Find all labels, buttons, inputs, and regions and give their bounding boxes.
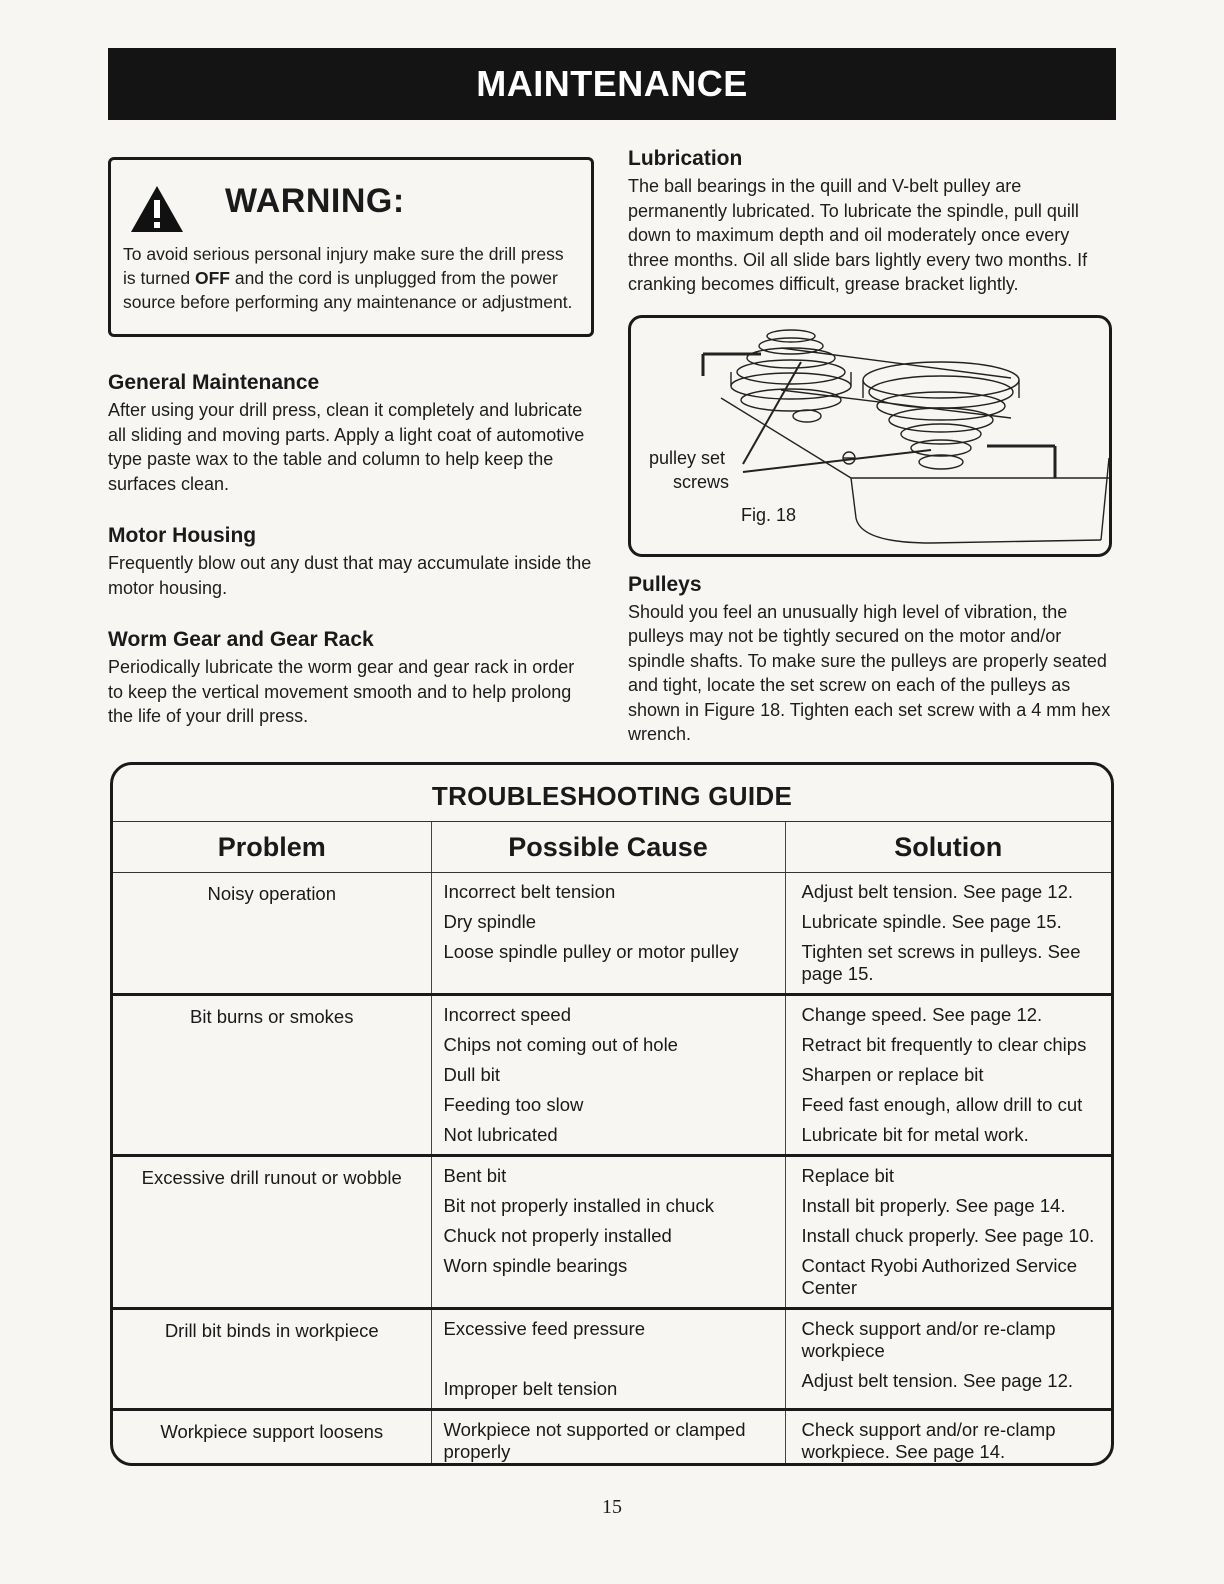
figure-label-line2: screws xyxy=(673,471,730,492)
section-body: Frequently blow out any dust that may accumulate inside the motor housing. xyxy=(108,553,592,598)
cause-cell: Incorrect belt tension Dry spindle Loose spindle pulley or motor pulley xyxy=(431,873,785,995)
problem-cell: Bit burns or smokes xyxy=(113,995,431,1156)
header-solution: Solution xyxy=(785,822,1111,873)
section-body: After using your drill press, clean it completely and lubricate all sliding and moving parts. Apply a light coat of automotive type paste wax to the table and column to help keep the surfaces clean. xyxy=(108,400,585,494)
motor-housing-section xyxy=(108,524,594,600)
troubleshooting-title: TROUBLESHOOTING GUIDE xyxy=(113,765,1111,822)
section-header: MAINTENANCE xyxy=(108,48,1116,120)
table-row xyxy=(113,1410,1111,1467)
solution-cell: Check support and/or re-clamp workpiece. See page 14. xyxy=(801,1419,1056,1462)
section-title: Pulleys xyxy=(628,572,702,596)
cause-cell: Incorrect speed Chips not coming out of hole Dull bit Feeding too slow Not lubricated xyxy=(431,995,785,1156)
right-column xyxy=(628,147,1114,747)
left-column xyxy=(108,157,594,757)
table-row xyxy=(113,1156,1111,1309)
header-problem: Problem xyxy=(113,822,431,873)
header-possible-cause: Possible Cause xyxy=(431,822,785,873)
section-title: Motor Housing xyxy=(108,524,257,547)
cause-cell: Workpiece not supported or clamped properly xyxy=(431,1410,785,1467)
general-maintenance-section xyxy=(108,371,594,496)
solution-cell: Change speed. See page 12. Retract bit frequently to clear chips Sharpen or replace bit Feed fast enough, allow drill to cut Lubricate bit for metal work. xyxy=(785,995,1111,1156)
warning-text: To avoid serious personal injury make sure the drill press is turned OFF and the cord is unplugged from the power source before performing any maintenance or adjustment. xyxy=(123,244,573,312)
table-header-row xyxy=(113,822,1111,873)
warning-triangle-icon xyxy=(129,184,185,234)
problem-cell: Drill bit binds in workpiece xyxy=(113,1309,431,1410)
cause-cell: Bent bit Bit not properly installed in chuck Chuck not properly installed Worn spindle bearings xyxy=(431,1156,785,1309)
table-row xyxy=(113,873,1111,995)
section-title: General Maintenance xyxy=(108,371,320,394)
problem-cell: Excessive drill runout or wobble xyxy=(113,1156,431,1309)
cause-cell: Excessive feed pressure Improper belt tension xyxy=(431,1309,785,1410)
problem-cell: Noisy operation xyxy=(113,873,431,995)
section-body: The ball bearings in the quill and V-belt pulley are permanently lubricated. To lubricate the spindle, pull quill down to maximum depth and oil moderately once every three months. Oil all slide bars lightly every two months. If cranking becomes difficult, grease bracket lightly. xyxy=(628,176,1088,294)
lubrication-section xyxy=(628,147,1114,297)
problem-cell: Workpiece support loosens xyxy=(113,1410,431,1467)
warning-box xyxy=(108,157,594,337)
section-title: Lubrication xyxy=(628,147,743,170)
table-row xyxy=(113,1309,1111,1410)
troubleshooting-table xyxy=(113,822,1111,1466)
page-number: 15 xyxy=(602,1496,622,1518)
pulleys-section xyxy=(628,573,1114,747)
solution-cell: Check support and/or re-clamp workpiece Adjust belt tension. See page 12. xyxy=(785,1309,1111,1410)
figure-caption: Fig. 18 xyxy=(741,504,797,525)
section-body: Should you feel an unusually high level of vibration, the pulleys may not be tightly secured on the motor and/or spindle shafts. To make sure the pulleys are properly seated and tight, locate the set screw on each of the pulleys as shown in Figure 18. Tighten each set screw with a 4 mm hex wrench. xyxy=(628,601,1111,744)
solution-cell: Replace bit Install bit properly. See page 14. Install chuck properly. See page 10. Contact Ryobi Authorized Service Center xyxy=(785,1156,1111,1309)
section-title: Worm Gear and Gear Rack xyxy=(108,628,374,651)
worm-gear-section xyxy=(108,628,594,729)
table-row xyxy=(113,995,1111,1156)
warning-title: WARNING: xyxy=(225,181,405,220)
troubleshooting-guide xyxy=(110,762,1114,1466)
pulley-figure xyxy=(628,315,1112,557)
solution-cell: Adjust belt tension. See page 12. Lubricate spindle. See page 15. Tighten set screws in pulleys. See page 15. xyxy=(785,873,1111,995)
figure-label-line1: pulley set xyxy=(649,447,726,468)
section-body: Periodically lubricate the worm gear and gear rack in order to keep the vertical movement smooth and to help prolong the life of your drill press. xyxy=(108,657,575,726)
pulley-diagram-illustration xyxy=(631,318,1109,554)
